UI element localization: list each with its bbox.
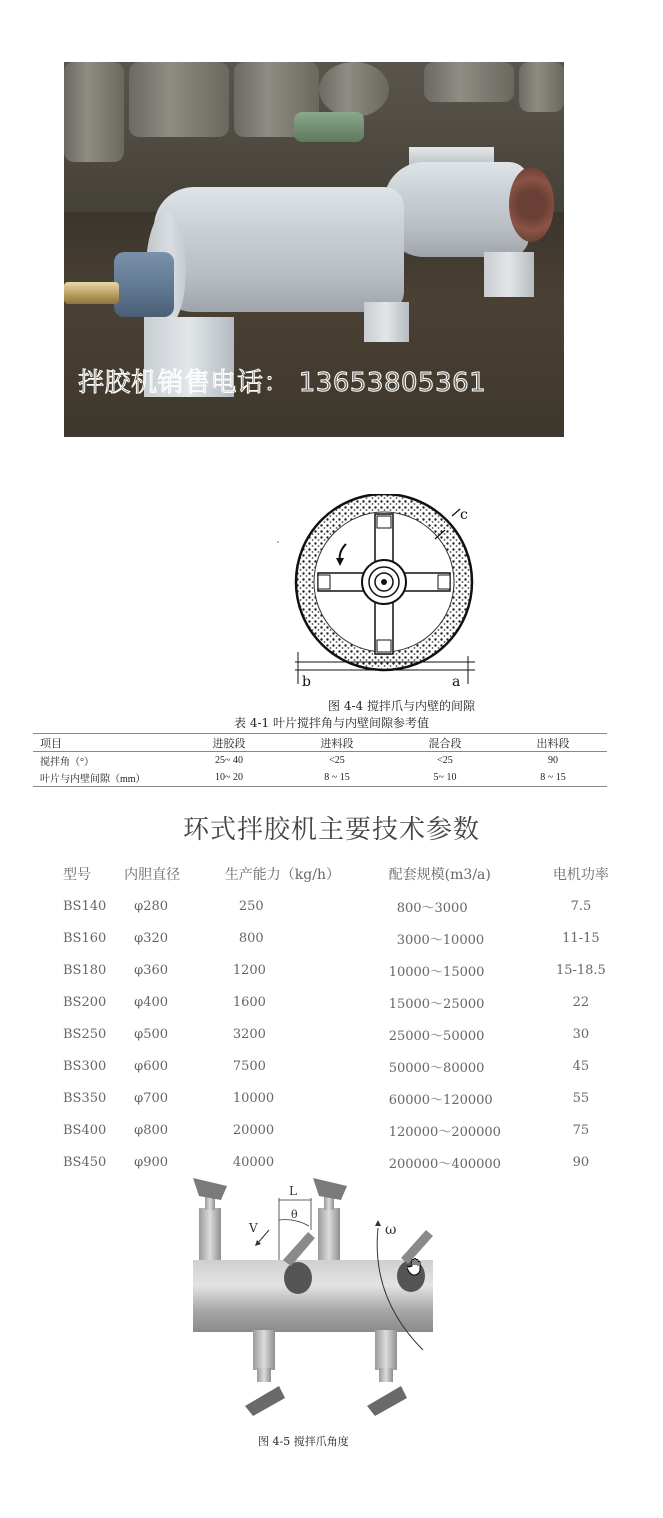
table-row — [63, 954, 623, 986]
figure-4-4-diagram — [290, 494, 480, 694]
diameter-cell: φ600 — [134, 1058, 169, 1074]
power-cell: 22 — [572, 994, 590, 1010]
table-cell: 叶片与内壁间隙（mm） — [40, 774, 146, 785]
label-c: c — [460, 507, 468, 523]
table-row — [33, 752, 607, 770]
scale-cell: 200000～400000 — [388, 1156, 501, 1172]
power-cell: 75 — [572, 1122, 590, 1138]
background-tank — [424, 62, 514, 102]
sales-phone-watermark: 拌胶机销售电话： 13653805361 — [78, 368, 487, 398]
product-photo — [64, 62, 564, 437]
power-cell: 55 — [572, 1090, 590, 1106]
model-cell: BS200 — [63, 994, 107, 1010]
scale-cell: 800～3000 — [396, 900, 468, 916]
table-cell: 90 — [548, 755, 558, 766]
table-row — [33, 769, 607, 787]
drive-shaft — [64, 282, 119, 304]
model-cell: BS300 — [63, 1058, 107, 1074]
mixer-barrel-front — [154, 187, 404, 312]
table-cell: 5~ 10 — [433, 772, 457, 783]
table-cell: <25 — [437, 755, 453, 766]
table-cell: <25 — [329, 755, 345, 766]
power-cell: 45 — [572, 1058, 590, 1074]
header-cell: 进料段 — [320, 737, 354, 750]
diameter-cell: φ360 — [134, 962, 169, 978]
background-tank — [129, 62, 229, 137]
model-cell: BS180 — [63, 962, 107, 978]
hand-cursor-icon — [407, 1258, 423, 1276]
stray-mark — [277, 541, 279, 543]
mixer-barrel-rear — [384, 162, 529, 257]
scale-cell: 3000～10000 — [396, 932, 485, 948]
table-row — [63, 986, 623, 1018]
label-omega: ω — [385, 1222, 397, 1238]
scale-cell: 120000～200000 — [388, 1124, 501, 1140]
capacity-cell: 800 — [238, 930, 264, 946]
diameter-cell: φ280 — [134, 898, 169, 914]
spec-table — [63, 858, 623, 1178]
header-capacity: 生产能力（kg/h） — [224, 867, 340, 883]
label-v: V — [249, 1221, 258, 1235]
label-a: a — [452, 674, 461, 690]
bearing-block — [114, 252, 174, 317]
model-cell: BS160 — [63, 930, 107, 946]
table-4-1-title: 表 4-1 叶片搅拌角与内壁间隙参考值 — [234, 716, 429, 730]
mixer-support-leg — [484, 252, 534, 297]
gear-motor — [294, 112, 364, 142]
table-header-row — [33, 734, 607, 752]
diameter-cell: φ800 — [134, 1122, 169, 1138]
table-row — [63, 890, 623, 922]
capacity-cell: 20000 — [232, 1122, 275, 1138]
capacity-cell: 1600 — [232, 994, 266, 1010]
model-cell: BS400 — [63, 1122, 107, 1138]
background-tank — [319, 62, 389, 117]
scale-cell: 15000～25000 — [388, 996, 485, 1012]
header-cell: 出料段 — [536, 737, 570, 750]
power-cell: 7.5 — [570, 898, 592, 914]
header-cell: 进胶段 — [212, 737, 246, 750]
diameter-cell: φ320 — [134, 930, 169, 946]
scale-cell: 50000～80000 — [388, 1060, 485, 1076]
figure-4-5-caption: 图 4-5 搅拌爪角度 — [258, 1435, 349, 1448]
header-diameter: 内胆直径 — [124, 867, 181, 883]
header-model: 型号 — [63, 867, 91, 883]
table-row — [63, 1114, 623, 1146]
model-cell: BS450 — [63, 1154, 107, 1170]
table-cell: 25~ 40 — [215, 755, 243, 766]
table-row — [63, 1082, 623, 1114]
spec-table-title: 环式拌胶机主要技术参数 — [182, 815, 480, 845]
header-power: 电机功率 — [552, 867, 609, 883]
capacity-cell: 40000 — [232, 1154, 275, 1170]
background-tank — [64, 62, 124, 162]
table-row — [63, 1018, 623, 1050]
table-cell: 8 ~ 15 — [540, 772, 566, 783]
header-scale: 配套规模(m3/a) — [388, 867, 491, 883]
diameter-cell: φ700 — [134, 1090, 169, 1106]
scale-cell: 60000～120000 — [388, 1092, 493, 1108]
label-L: L — [289, 1184, 297, 1198]
figure-4-5-diagram — [183, 1168, 451, 1418]
capacity-cell: 10000 — [232, 1090, 275, 1106]
power-cell: 15-18.5 — [555, 962, 606, 978]
diameter-cell: φ900 — [134, 1154, 169, 1170]
agitator-blade-angle-icon — [183, 1168, 451, 1418]
header-cell: 混合段 — [428, 737, 462, 750]
label-b: b — [302, 674, 311, 690]
model-cell: BS350 — [63, 1090, 107, 1106]
power-cell: 30 — [572, 1026, 590, 1042]
table-row — [63, 1050, 623, 1082]
diameter-cell: φ500 — [134, 1026, 169, 1042]
background-tank — [519, 62, 564, 112]
power-cell: 90 — [572, 1154, 590, 1170]
drive-wheel — [509, 167, 554, 242]
table-row — [63, 922, 623, 954]
model-cell: BS250 — [63, 1026, 107, 1042]
power-cell: 11-15 — [562, 930, 600, 946]
figure-4-4-caption: 图 4-4 搅拌爪与内壁的间隙 — [328, 699, 475, 713]
model-cell: BS140 — [63, 898, 107, 914]
mixer-support-leg — [364, 302, 409, 342]
table-4-1 — [33, 733, 607, 787]
agitator-cross-section-icon — [290, 494, 480, 694]
table-header-row — [63, 858, 623, 890]
scale-cell: 25000～50000 — [388, 1028, 485, 1044]
capacity-cell: 3200 — [232, 1026, 266, 1042]
header-cell: 项目 — [40, 737, 62, 750]
scale-cell: 10000～15000 — [388, 964, 485, 980]
label-theta: θ — [291, 1208, 298, 1221]
table-cell: 8 ~ 15 — [324, 772, 350, 783]
table-cell: 搅拌角（°） — [40, 757, 94, 768]
capacity-cell: 250 — [238, 898, 264, 914]
capacity-cell: 7500 — [232, 1058, 266, 1074]
diameter-cell: φ400 — [134, 994, 169, 1010]
capacity-cell: 1200 — [232, 962, 266, 978]
table-cell: 10~ 20 — [215, 772, 243, 783]
